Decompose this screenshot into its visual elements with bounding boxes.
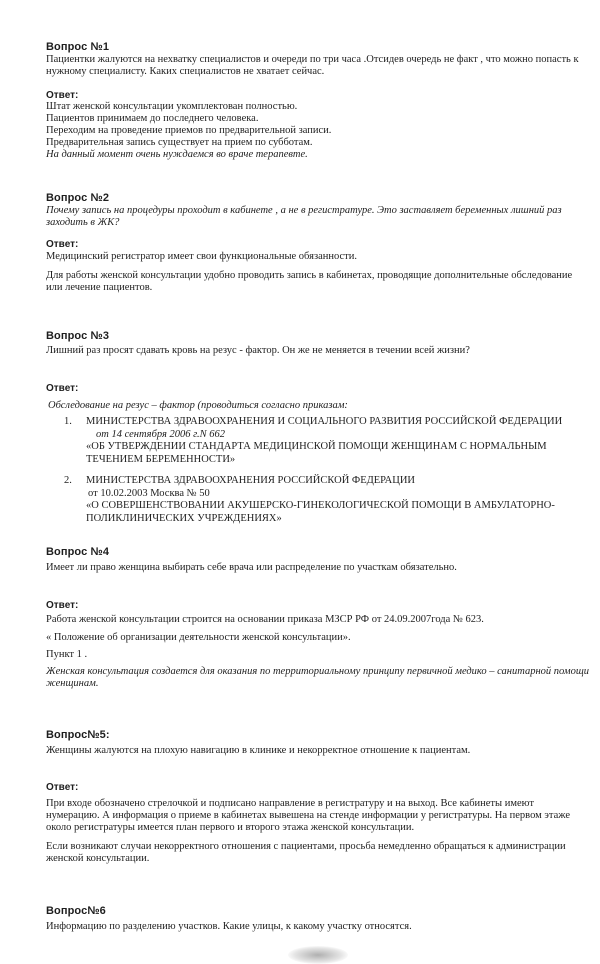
order-1-title-line: «ОБ УТВЕРЖДЕНИИ СТАНДАРТА МЕДИЦИНСКОЙ ПОМОЩИ ЖЕНЩИНАМ С НОРМАЛЬНЫМ (86, 441, 547, 452)
answer-2-label: Ответ: (46, 239, 79, 250)
order-2-title-line: «О СОВЕРШЕНСТВОВАНИИ АКУШЕРСКО-ГИНЕКОЛОГИЧЕСКОЙ ПОМОЩИ В АМБУЛАТОРНО- (86, 500, 555, 511)
question-5-text (46, 745, 470, 757)
order-1-number: 1. (64, 416, 72, 427)
answer-4-label: Ответ: (46, 600, 79, 611)
answer-1-text (46, 101, 331, 161)
answer-2-line: Медицинский регистратор имеет свои функциональные обязанности. (46, 251, 358, 262)
question-4-text (46, 562, 457, 574)
question-2-line: заходить в ЖК? (46, 217, 120, 228)
order-1-org: МИНИСТЕРСТВА ЗДРАВООХРАНЕНИЯ И СОЦИАЛЬНОГО РАЗВИТИЯ РОССИЙСКОЙ ФЕДЕРАЦИИ (86, 416, 563, 427)
answer-1-line: Штат женской консультации укомплектован полностью. (46, 101, 298, 112)
answer-5-para-line: Если возникают случаи некорректного отношения с пациентами, просьба немедленно обращаться к администрации (46, 841, 566, 852)
order-1-date: от 14 сентября 2006 г.N 662 (96, 428, 226, 440)
answer-4-line-2: « Положение об организации деятельности женской консультации». (46, 632, 351, 643)
answer-1-label: Ответ: (46, 90, 79, 101)
order-2-title-line: ПОЛИКЛИНИЧЕСКИХ УЧРЕЖДЕНИЯХ» (86, 512, 282, 524)
answer-5-paragraph-2 (46, 841, 566, 865)
answer-4-paragraph (46, 666, 589, 690)
question-1-text (46, 54, 579, 78)
answer-1-line: Пациентов принимаем до последнего человека. (46, 113, 259, 124)
order-2 (64, 475, 555, 525)
answer-3-label: Ответ: (46, 383, 79, 394)
answer-4-para-line: женщинам. (46, 678, 99, 689)
question-3-text (46, 345, 470, 357)
question-2-line: Почему запись на процедуры проходит в кабинете , а не в регистратуре. Это заставляет беременных лишний раз (46, 205, 562, 216)
question-3-title: Вопрос №3 (46, 330, 110, 342)
question-4-title: Вопрос №4 (46, 546, 110, 558)
answer-4-line-3: Пункт 1 . (46, 649, 88, 660)
question-1-line: нужному специалисту. Каких специалистов не хватает сейчас. (46, 66, 325, 77)
answer-2-para-line: Для работы женской консультации удобно проводить запись в кабинетах, проводящие дополнительные обследование (46, 270, 573, 281)
question-1-line: Пациентки жалуются на нехватку специалистов и очереди по три часа .Отсидев очередь не факт , что можно попасть к (46, 54, 579, 65)
answer-5-para-line: около регистратуры имеется план первого и второго этажа женской консультации. (46, 822, 415, 833)
answer-4-para-line: Женская консультация создается для оказания по территориальному принципу первичной медико – санитарной помощи (46, 666, 590, 677)
answer-1-line: На данный момент очень нуждаемся во враче терапевте. (46, 149, 308, 160)
question-6-text (46, 921, 412, 933)
answer-2-paragraph (46, 270, 572, 294)
question-5-title: Вопрос№5: (46, 729, 110, 741)
question-2-title: Вопрос №2 (46, 192, 110, 204)
answer-5-para-line: При входе обозначено стрелочкой и подписано направление в регистратуру и на выход. Все кабинеты имеют (46, 798, 534, 809)
question-4-line: Имеет ли право женщина выбирать себе врача или распределение по участкам обязательно. (46, 562, 457, 573)
question-3-line: Лишний раз просят сдавать кровь на резус - фактор. Он же не меняется в течении всей жизни? (46, 345, 470, 356)
order-2-org: МИНИСТЕРСТВА ЗДРАВООХРАНЕНИЯ РОССИЙСКОЙ ФЕДЕРАЦИИ (86, 475, 416, 486)
order-2-date: от 10.02.2003 Москва № 50 (88, 487, 210, 499)
question-1-title: Вопрос №1 (46, 41, 110, 53)
order-1 (64, 416, 562, 466)
question-2-text (46, 205, 562, 229)
answer-4-line-1: Работа женской консультации строится на основании приказа МЗСР РФ от 24.09.2007года № 623. (46, 614, 484, 625)
question-6-title: Вопрос№6 (46, 905, 106, 917)
scan-smudge (288, 946, 348, 964)
answer-5-paragraph-1 (46, 798, 570, 834)
answer-5-label: Ответ: (46, 782, 79, 793)
answer-1-line: Предварительная запись существует на прием по субботам. (46, 137, 313, 148)
question-6-line: Информацию по разделению участков. Какие улицы, к какому участку относятся. (46, 921, 412, 932)
order-2-number: 2. (64, 475, 72, 486)
answer-3-intro: Обследование на резус – фактор (проводиться согласно приказам: (48, 400, 348, 411)
answer-1-line: Переходим на проведение приемов по предварительной записи. (46, 125, 332, 136)
order-1-title-line: ТЕЧЕНИЕМ БЕРЕМЕННОСТИ» (86, 453, 236, 465)
question-5-line: Женщины жалуются на плохую навигацию в клинике и некорректное отношение к пациентам. (46, 745, 471, 756)
answer-2-para-line: или лечение пациентов. (46, 282, 153, 293)
answer-5-para-line: нумерацию. А информация о приеме в кабинетах вывешена на стенде информации у регистратуры. На первом этаже (46, 810, 571, 821)
answer-5-para-line: женской консультации. (46, 853, 150, 864)
answer-2-text (46, 251, 357, 263)
